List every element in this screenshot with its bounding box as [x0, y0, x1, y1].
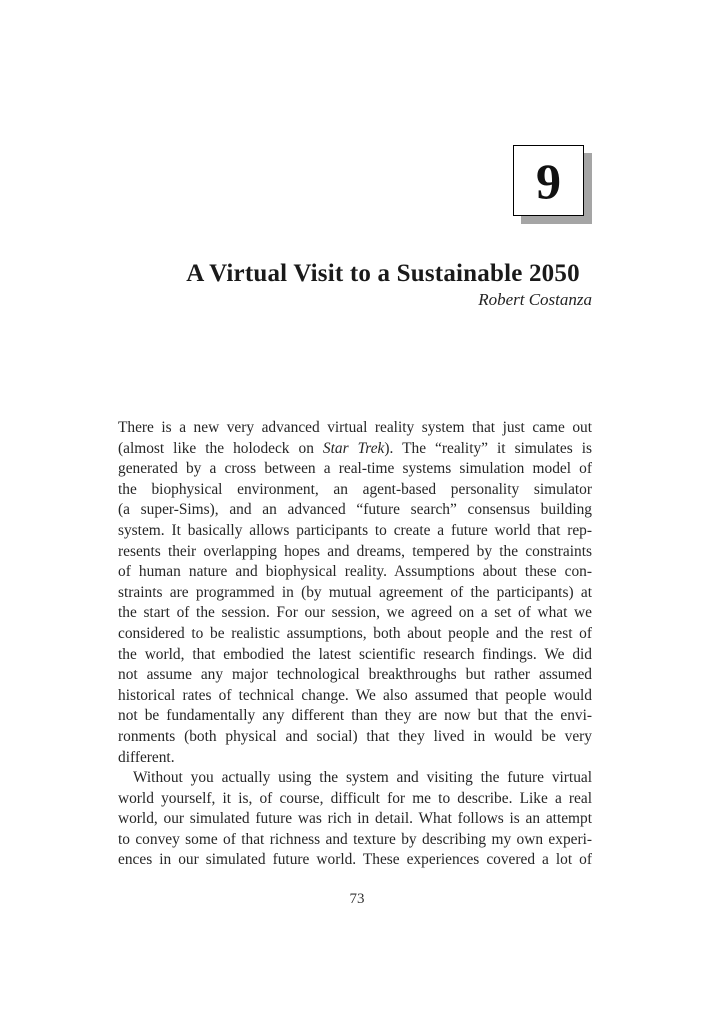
- text-line: [118, 789, 592, 810]
- text-line: [118, 768, 592, 789]
- chapter-number-box: [513, 145, 584, 216]
- paragraph: [118, 768, 592, 871]
- text-line: [118, 850, 592, 871]
- text-segment: considered to be realistic assumptions, both about people and the rest of: [118, 624, 592, 642]
- text-line: [118, 500, 592, 521]
- author-byline: Robert Costanza: [478, 290, 592, 309]
- text-line: [118, 562, 592, 583]
- text-line: [118, 624, 592, 645]
- text-line: [118, 706, 592, 727]
- text-segment: generated by a cross between a real-time systems simulation model of: [118, 460, 592, 478]
- text-segment: There is a new very advanced virtual reality system that just came out: [118, 419, 592, 436]
- body-text: [118, 418, 592, 871]
- text-line: [118, 521, 592, 542]
- text-line: [118, 418, 592, 439]
- text-segment: (a super-Sims), and an advanced “future search” consensus building: [118, 501, 592, 519]
- text-segment: ronments (both physical and social) that they lived in would be very: [118, 727, 592, 745]
- text-line: [118, 480, 592, 501]
- text-line: [118, 809, 592, 830]
- text-line: [118, 665, 592, 686]
- text-segment: not assume any major technological breakthroughs but rather assumed: [118, 666, 592, 684]
- text-line: [118, 542, 592, 563]
- text-segment: historical rates of technical change. We also assumed that people would: [118, 686, 592, 704]
- text-line: [118, 748, 592, 769]
- text-segment: ). The “reality” it simulates is: [384, 439, 592, 457]
- text-line: [118, 459, 592, 480]
- text-segment: straints are programmed in (by mutual agreement of the participants) at: [118, 583, 592, 601]
- text-segment: Without you actually using the system and visiting the future virtual: [133, 769, 592, 787]
- text-line: [118, 727, 592, 748]
- text-segment: resents their overlapping hopes and dreams, tempered by the constraints: [118, 542, 592, 560]
- page-number: 73: [349, 891, 365, 907]
- chapter-number: 9: [536, 152, 561, 209]
- text-segment: system. It basically allows participants to create a future world that rep-: [118, 521, 592, 539]
- text-segment: not be fundamentally any different than they are now but that the envi-: [118, 707, 592, 725]
- text-segment: ences in our simulated future world. These experiences covered a lot of: [118, 851, 592, 869]
- text-segment: the world, that embodied the latest scientific research findings. We did: [118, 645, 592, 663]
- text-segment: world, our simulated future was rich in detail. What follows is an attempt: [118, 810, 592, 828]
- paragraph: [118, 418, 592, 768]
- text-line: [118, 645, 592, 666]
- text-segment: different.: [118, 748, 175, 766]
- text-segment: to convey some of that richness and texture by describing my own experi-: [118, 830, 592, 848]
- text-segment: the biophysical environment, an agent-based personality simulator: [118, 480, 592, 498]
- text-segment: world yourself, it is, of course, difficult for me to describe. Like a real: [118, 789, 592, 807]
- italic-text: Star Trek: [322, 439, 385, 457]
- text-segment: of human nature and biophysical reality. Assumptions about these con-: [118, 563, 592, 581]
- text-line: [118, 439, 592, 460]
- text-segment: (almost like the holodeck on: [118, 439, 323, 457]
- text-line: [118, 583, 592, 604]
- text-line: [118, 686, 592, 707]
- page-title: A Virtual Visit to a Sustainable 2050: [186, 259, 580, 287]
- text-line: [118, 603, 592, 624]
- text-line: [118, 830, 592, 851]
- text-segment: the start of the session. For our session, we agreed on a set of what we: [118, 604, 592, 622]
